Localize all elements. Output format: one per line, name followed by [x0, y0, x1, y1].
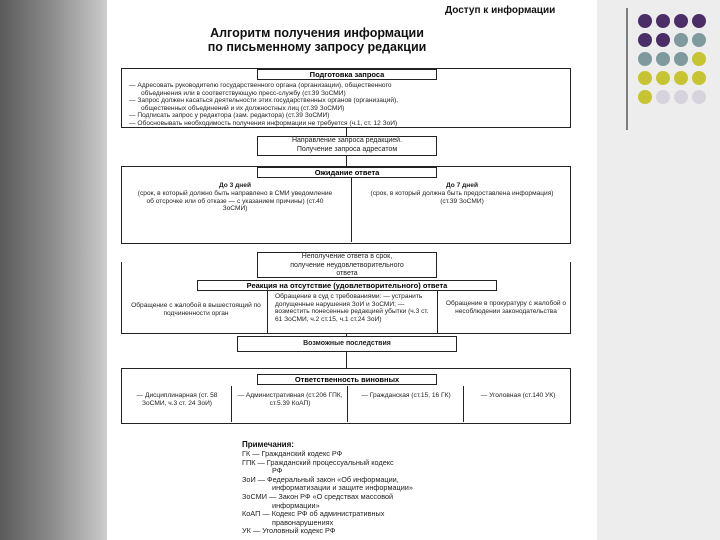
prep-heading: Подготовка запроса	[257, 69, 437, 80]
wait-left-title: До 3 дней	[218, 182, 252, 189]
notes-list	[242, 450, 492, 536]
note-item: КоАП — Кодекс РФ об административных	[242, 509, 385, 519]
prep-item: — Обосновывать необходимость получения информации не требуется (ч.1, ст. 12 ЗоИ)	[129, 119, 398, 127]
decor-dot	[674, 33, 688, 47]
liability-divider-1	[231, 386, 232, 422]
note-item: информации»	[272, 500, 320, 510]
liability-col-1: — Дисциплинарная (ст. 58 ЗоСМИ, ч.3 ст. 24 ЗоИ)	[136, 392, 218, 407]
decor-dot	[656, 33, 670, 47]
decor-dot	[638, 90, 652, 104]
liability-col-2: — Административная (ст.206 ГПК, ст.5.39 КоАП)	[237, 392, 343, 407]
decor-dot	[692, 52, 706, 66]
decor-dot	[638, 14, 652, 28]
decor-dot	[692, 71, 706, 85]
react-divider-1	[267, 291, 268, 333]
prep-items	[129, 82, 569, 128]
prep-item: объединения или в соответствующую пресс-службу (ст.39 ЗоСМИ)	[141, 89, 346, 97]
wait-divider	[351, 178, 352, 242]
decor-dot	[656, 14, 670, 28]
liability-col-4: — Уголовная (ст.140 УК)	[480, 392, 556, 399]
note-item: УК — Уголовный кодекс РФ	[242, 526, 336, 536]
decor-dot	[638, 52, 652, 66]
page-header: Доступ к информации	[445, 5, 556, 16]
send-line-2: Получение запроса адресатом	[296, 145, 398, 153]
connector	[346, 128, 347, 136]
decor-dot	[656, 52, 670, 66]
decor-dot	[674, 52, 688, 66]
title-line-2: по письменному запросу редакции	[207, 40, 427, 54]
react-col-1: Обращение с жалобой в вышестоящий по подчиненности орган	[131, 302, 261, 317]
send-step	[257, 136, 437, 156]
decor-dot	[692, 90, 706, 104]
decor-dot	[674, 14, 688, 28]
note-item: ГК — Гражданский кодекс РФ	[242, 449, 343, 458]
note-item: ЗоИ — Федеральный закон «Об информации,	[242, 474, 399, 484]
prep-item: общественных объединений и их должностных лиц (ст.39 ЗоСМИ)	[141, 104, 345, 112]
liability-divider-3	[463, 386, 464, 422]
fail-line-3: ответа	[336, 270, 358, 277]
connector	[346, 156, 347, 166]
react-divider-2	[437, 291, 438, 333]
decor-dot	[638, 71, 652, 85]
send-line-1: Направление запроса редакцией.	[291, 137, 403, 144]
fail-line-1: Неполучение ответа в срок,	[301, 253, 393, 260]
decor-dot	[692, 33, 706, 47]
prep-item: — Запрос должен касаться деятельности этих государственных органов (организаций),	[129, 97, 399, 105]
react-heading: Реакция на отсутствие (удовлетворительного) ответа	[197, 280, 497, 291]
wait-left-text: (срок, в который должно быть направлено в СМИ уведомление об отсрочке или об отказе — с указанием причины) (ст.40 ЗоСМИ)	[137, 190, 333, 213]
prep-item: — Адресовать руководителю государственного органа (организации), общественного	[129, 82, 392, 89]
decor-dot	[674, 71, 688, 85]
title-line-1: Алгоритм получения информации	[210, 26, 424, 40]
note-item: правонарушениях	[272, 517, 334, 527]
decor-dot	[656, 90, 670, 104]
wait-right-text: (срок, в который должна быть предоставлена информация) (ст.39 ЗоСМИ)	[370, 190, 554, 205]
notes-heading: Примечания:	[242, 440, 294, 449]
decor-dot	[638, 33, 652, 47]
react-col-3: Обращение в прокуратуру с жалобой о несоблюдении законодательства	[445, 300, 567, 315]
decor-dot	[674, 90, 688, 104]
wait-heading: Ожидание ответа	[257, 167, 437, 178]
liability-heading: Ответственность виновных	[257, 374, 437, 385]
react-col-2: Обращение в суд с требованиями: — устранить допущенные нарушения ЗоИ и ЗоСМИ; — возместить понесенные редакцией убытки (ч.3 ст. 61 ЗоСМИ, ч.2 ст.15, ч.1 ст.24 ЗоИ)	[275, 293, 429, 323]
consequences-step: Возможные последствия	[237, 336, 457, 352]
note-item: информатизации и защите информации»	[272, 483, 413, 493]
note-item: ГПК — Гражданский процессуальный кодекс	[242, 457, 394, 467]
fail-line-2: получение неудовлетворительного	[290, 261, 404, 269]
connector	[346, 352, 347, 368]
decor-dot	[656, 71, 670, 85]
liability-col-3: — Гражданская (ст.15, 16 ГК)	[361, 392, 451, 399]
liability-divider-2	[347, 386, 348, 422]
scanned-document	[107, 0, 597, 540]
wait-right-title: До 7 дней	[445, 182, 479, 189]
note-item: РФ	[272, 466, 283, 476]
prep-item: — Подписать запрос у редактора (зам. редактора) (ст.39 ЗоСМИ)	[129, 112, 330, 120]
decor-dot	[692, 14, 706, 28]
note-item: ЗоСМИ — Закон РФ «О средствах массовой	[242, 491, 394, 501]
